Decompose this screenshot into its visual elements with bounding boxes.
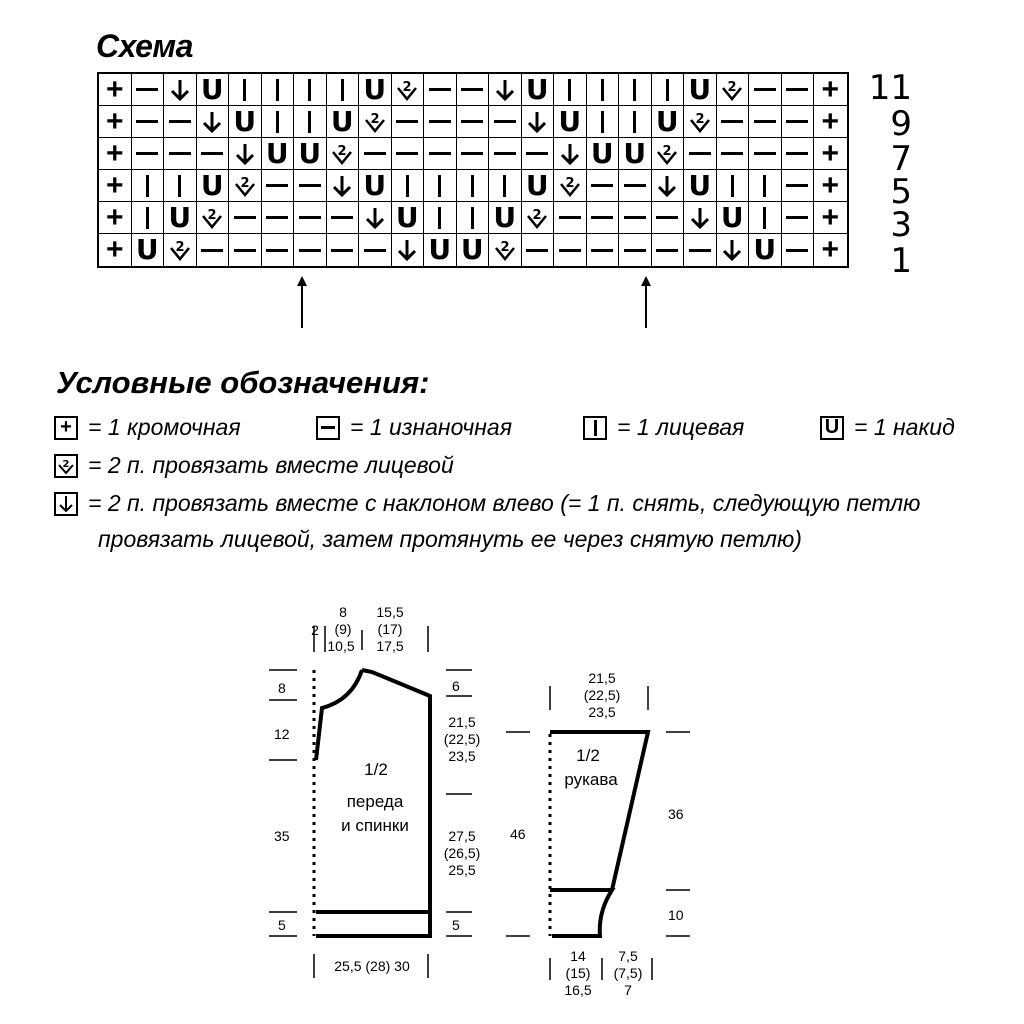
sleeve-label-fraction: 1/2	[576, 746, 600, 765]
sleeve-upper-length: 36	[668, 806, 684, 822]
cuff-height: 10	[668, 907, 684, 923]
legend-title: Условные обозначения:	[56, 365, 430, 400]
svg-text:2: 2	[337, 143, 347, 159]
legend-text: = 1 накид	[854, 414, 955, 440]
svg-text:2: 2	[695, 111, 705, 127]
yarnover-icon: U	[820, 416, 844, 440]
sleeve-label-text: рукава	[564, 770, 618, 789]
svg-text:2: 2	[402, 79, 412, 95]
body-length: 35	[274, 828, 290, 844]
neck-edge-width: 2	[311, 622, 319, 638]
shoulder-width-a: 15,5	[376, 604, 404, 620]
hem-height-left: 5	[278, 917, 286, 933]
shoulder-width-c: 17,5	[376, 638, 404, 654]
row-number: 11	[868, 68, 912, 108]
row-number: 3	[890, 205, 912, 245]
sleeve-length: 46	[510, 826, 526, 842]
cuff-width-b: (15)	[565, 965, 591, 981]
cuff-extra-b: (7,5)	[613, 965, 643, 981]
hem-height-right: 5	[452, 917, 460, 933]
svg-text:2: 2	[662, 143, 672, 159]
armhole-a: 21,5	[448, 714, 476, 730]
legend-text: = 2 п. провязать вместе с наклоном влево (= 1 п. снять, следующую петлю	[88, 490, 921, 516]
sleeve-top-c: 23,5	[588, 704, 616, 720]
neck-width-a: 8	[339, 604, 347, 620]
side-length-a: 27,5	[448, 828, 476, 844]
neck-depth-upper: 8	[278, 680, 286, 696]
cuff-width-a: 14	[570, 948, 586, 964]
sleeve-top-a: 21,5	[588, 670, 616, 686]
neck-width-c: 10,5	[327, 638, 355, 654]
row-number: 9	[890, 104, 912, 144]
shoulder-width-b: (17)	[377, 621, 403, 637]
neck-width-b: (9)	[334, 621, 352, 637]
svg-text:2: 2	[370, 111, 380, 127]
svg-text:2: 2	[207, 207, 217, 223]
svg-text:2: 2	[62, 458, 70, 470]
svg-text:2: 2	[500, 240, 510, 255]
legend-text: = 1 лицевая	[617, 414, 745, 440]
cuff-extra-c: 7	[624, 982, 632, 998]
legend-text: провязать лицевой, затем протянуть ее через снятую петлю)	[98, 526, 802, 552]
chart-title: Схема	[96, 28, 193, 64]
svg-text:2: 2	[175, 240, 185, 255]
cuff-extra-a: 7,5	[618, 948, 638, 964]
svg-text:2: 2	[532, 207, 542, 223]
row-number: 5	[890, 172, 912, 212]
neck-depth-lower: 12	[274, 726, 290, 742]
side-length-b: (26,5)	[443, 845, 481, 861]
body-label-front: переда	[346, 792, 404, 811]
row-number: 7	[890, 139, 912, 179]
plus-icon: +	[54, 416, 78, 440]
armhole-c: 23,5	[448, 748, 476, 764]
shoulder-drop: 6	[452, 678, 460, 694]
legend-text: = 2 п. провязать вместе лицевой	[88, 452, 454, 478]
svg-text:2: 2	[565, 175, 575, 191]
body-label-fraction: 1/2	[364, 760, 388, 779]
side-length-c: 25,5	[448, 862, 476, 878]
legend-text: = 1 кромочная	[88, 414, 241, 440]
body-label-back: и спинки	[341, 816, 409, 835]
body-width: 25,5 (28) 30	[334, 958, 410, 974]
armhole-b: (22,5)	[443, 731, 481, 747]
cuff-width-c: 16,5	[564, 982, 592, 998]
legend-text: = 1 изнаночная	[350, 414, 512, 440]
svg-text:2: 2	[727, 79, 737, 95]
svg-text:2: 2	[240, 175, 250, 191]
sleeve-top-b: (22,5)	[583, 687, 621, 703]
row-number: 1	[890, 241, 912, 281]
